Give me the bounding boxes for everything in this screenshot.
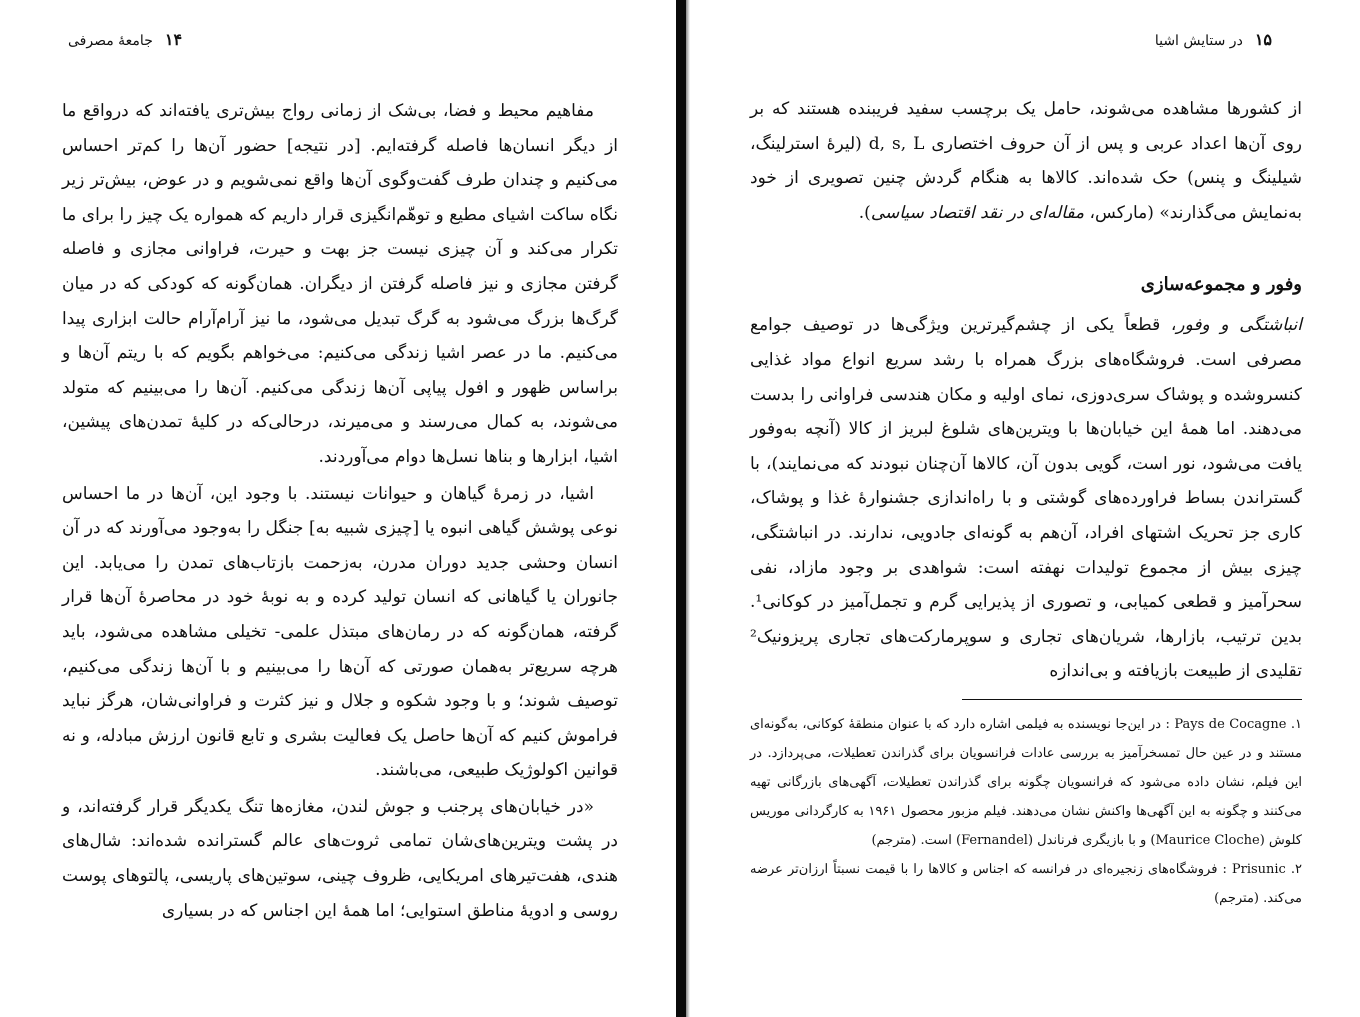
paragraph: «در خیابان‌های پرجنب و جوش لندن، مغازه‌ها تنگ یکدیگر قرار گرفته‌اند، و در پشت ویترین‌های‌شان تمامی ثروت‌های عالم گسترانده شده‌اند: شال‌های هندی، هفت‌تیرهای امریکایی، ظروف چینی، سوتین‌های پاریسی، پالتوهای پوست روسی و ادویهٔ مناطق استوایی؛ اما همهٔ این اجناس که در بسیاری (62, 796, 618, 921)
paragraph-text: ). (858, 202, 871, 223)
body-text (750, 92, 1302, 689)
footnote: ۲. Prisunic : فروشگاه‌های زنجیره‌ای در فرانسه که اجناس و کالاها را با قیمت نسبتاً ارزان‌تر عرضه می‌کند. (مترجم) (750, 861, 1302, 906)
section-heading: وفور و مجموعه‌سازی (1140, 274, 1302, 296)
footnote: ۱. Pays de Cocagne : در این‌جا نویسنده به فیلمی اشاره دارد که با عنوان منطقهٔ کوکانی، به‌گونه‌ای مستند و در عین حال تمسخرآمیز به بررسی عادات فرانسویان برای گذراندن تعطیلات، می‌پردازد. در این فیلم، نشان داده می‌شود که فرانسویان چگونه برای گذراندن تعطیلات، آگهی‌های بازرگانی تهیه می‌کنند و چگونه به این آگهی‌ها واکنش نشان می‌دهند. فیلم مزبور محصول ۱۹۶۱ به کارگردانی موریس کلوش (Maurice Cloche) و با بازیگری فرناندل (Fernandel) است. (مترجم) (750, 716, 1302, 848)
footnote-divider (962, 699, 1302, 700)
running-head (750, 30, 1302, 70)
running-head (62, 30, 618, 70)
left-page (0, 0, 676, 1017)
book-gutter (676, 0, 686, 1017)
footnotes (750, 710, 1302, 913)
paragraph (750, 308, 1302, 689)
page-number: ۱۴ (164, 30, 183, 49)
paragraph: اشیا، در زمرهٔ گیاهان و حیوانات نیستند. با وجود این، آن‌ها در ما احساس نوعی پوشش گیاهی انبوه یا [چیزی شبیه به] جنگل را به‌وجود می‌آورند که در آن انسان وحشی جدید دوران مدرن، به‌زحمت بازتاب‌های تمدن را می‌یابد. این جانوران یا گیاهانی که انسان تولید کرده و به نوبهٔ خود در محاصرهٔ آن‌ها قرار گرفته، همان‌گونه که در رمان‌های مبتذل علمی- تخیلی مشاهده می‌شود، باید هرچه سریع‌تر به‌همان صورتی که آن‌ها را می‌بینیم و با آن‌ها زندگی می‌کنیم، توصیف شوند؛ و با وجود شکوه و جلال و نیز کثرت و فراوانی‌شان، هرگز نباید فراموش کنیم که آن‌ها حاصل یک فعالیت بشری و تابع قانون ارزش مبادله، و نه قوانین اکولوژیک طبیعی، می‌باشند. (62, 483, 618, 781)
page-number: ۱۵ (1254, 30, 1272, 49)
cited-work-title: مقاله‌ای در نقد اقتصاد سیاسی (870, 202, 1085, 223)
emphasized-term: انباشتگی و وفور (1176, 315, 1302, 336)
paragraph-text: ، قطعاً یکی از چشم‌گیرترین ویژگی‌ها در توصیف جوامع مصرفی است. فروشگاه‌های بزرگ همراه با رشد سریع انواع مواد غذایی کنسروشده و پوشاک سری‌دوزی، نمای اولیه و مکان هندسی فراوانی را بدست می‌دهند. اما همهٔ این خیابان‌ها با ویترین‌های شلوغ لبریز از کالا (آنچه به‌وفور یافت می‌شود، نور است، گویی بدون آن، کالاها آن‌چنان نبودند که می‌نمایند)، با گستراندن بساط فراورده‌های گوشتی و با راه‌اندازی جشنوارهٔ غذا و پوشاک، کاری جز تحریک اشتهای افراد، آن‌هم به گونه‌ای جادویی، ندارند. در انباشتگی، چیزی بیش از مجموع تولیدات نهفته است: شواهدی بر وجود مازاد، نفی سحرآمیز و قطعی کمیابی، و تصوری از پذیرایی گرم و تجمل‌آمیز در کوکانی¹. بدین ترتیب، بازارها، شریان‌های تجاری و سوپرمارکت‌های تجاری پریزونیک² تقلیدی از طبیعت بازیافته و بی‌اندازه (750, 315, 1302, 682)
body-text (62, 94, 618, 928)
paragraph: مفاهیم محیط و فضا، بی‌شک از زمانی رواج بیش‌تری یافته‌اند که درواقع ما از دیگر انسان‌ها فاصله گرفته‌ایم. [در نتیجه] حضور آن‌ها را کم‌تر احساس می‌کنیم و چندان طرف گفت‌وگوی آن‌ها واقع نمی‌شویم و در عوض، بیش‌تر زیر نگاه ساکت اشیای مطیع و توهّم‌انگیزی قرار داریم که همواره یک چیز را برای ما تکرار می‌کند و آن چیزی نیست جز بهت و حیرت، فراوانی مجازی و فاصله گرفتن مجازی و نیز فاصله گرفتن از دیگران. همان‌گونه که کودکی که در میان گرگ‌ها بزرگ می‌شود به گرگ تبدیل می‌شود، ما نیز آرام‌آرام حالت ابزاری پیدا می‌کنیم. ما در عصر اشیا زندگی می‌کنیم: می‌خواهم بگویم که با ریتم آن‌ها و براساس ظهور و افول پیاپی آن‌ها زندگی می‌کنیم. آن‌ها را می‌بینیم که متولد می‌شوند، به کمال می‌رسند و می‌میرند، درحالی‌که در کلیهٔ تمدن‌های پیشین، اشیا، ابزارها و بناها نسل‌ها دوام می‌آوردند. (62, 101, 618, 467)
running-title: در ستایش اشیا (1154, 33, 1243, 49)
paragraph-text: از کشورها مشاهده می‌شوند، حامل یک برچسب سفید فریبنده هستند که بر روی آن‌ها اعداد عربی و پس از آن حروف اختصاری d, s, L (لیرهٔ استرلینگ، شیلینگ و پنس) حک شده‌اند. کالاها به هنگام گردش چنین تصویری از خود به‌نمایش می‌گذارند» (مارکس، (750, 99, 1303, 223)
right-page (690, 0, 1360, 1017)
paragraph (750, 92, 1302, 230)
running-title: جامعهٔ مصرفی (68, 33, 153, 49)
